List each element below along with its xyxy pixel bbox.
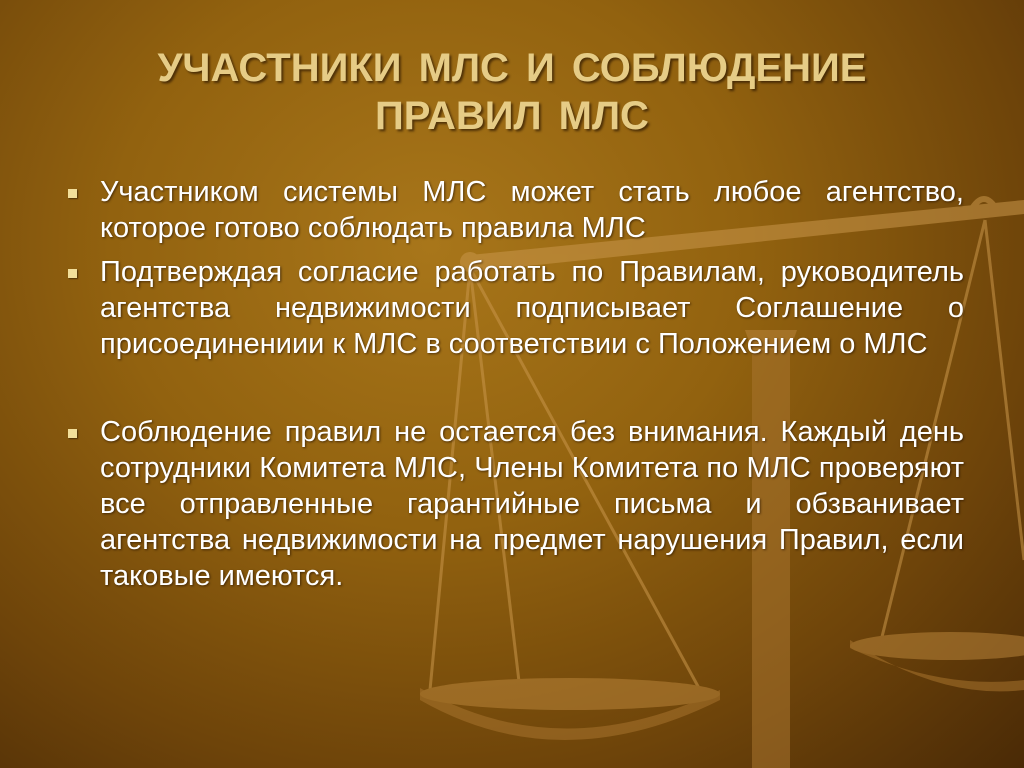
bullet-item bbox=[68, 414, 964, 594]
bullet-item bbox=[68, 174, 964, 246]
bullet-list bbox=[68, 174, 964, 602]
bullet-text: Соблюдение правил не остается без внимания. Каждый день сотрудники Комитета МЛС, Члены Комитета по МЛС проверяют все отправленные гарантийные письма и обзванивает агентства недвижимости на предмет нарушения Правил, если таковые имеются. bbox=[100, 416, 964, 592]
bullet-text: Подтверждая согласие работать по Правилам, руководитель агентства недвижимости подписывает Соглашение о присоединениии к МЛС в соответствии с Положением о МЛС bbox=[100, 256, 964, 360]
bullet-item bbox=[68, 254, 964, 362]
square-bullet-icon bbox=[68, 429, 77, 438]
slide-title bbox=[40, 44, 984, 140]
square-bullet-icon bbox=[68, 189, 77, 198]
title-line-1: УЧАСТНИКИ МЛС И СОБЛЮДЕНИЕ bbox=[157, 46, 867, 90]
square-bullet-icon bbox=[68, 269, 77, 278]
title-line-2: ПРАВИЛ МЛС bbox=[375, 94, 649, 138]
bullet-text: Участником системы МЛС может стать любое агентство, которое готово соблюдать правила МЛС bbox=[100, 176, 964, 244]
